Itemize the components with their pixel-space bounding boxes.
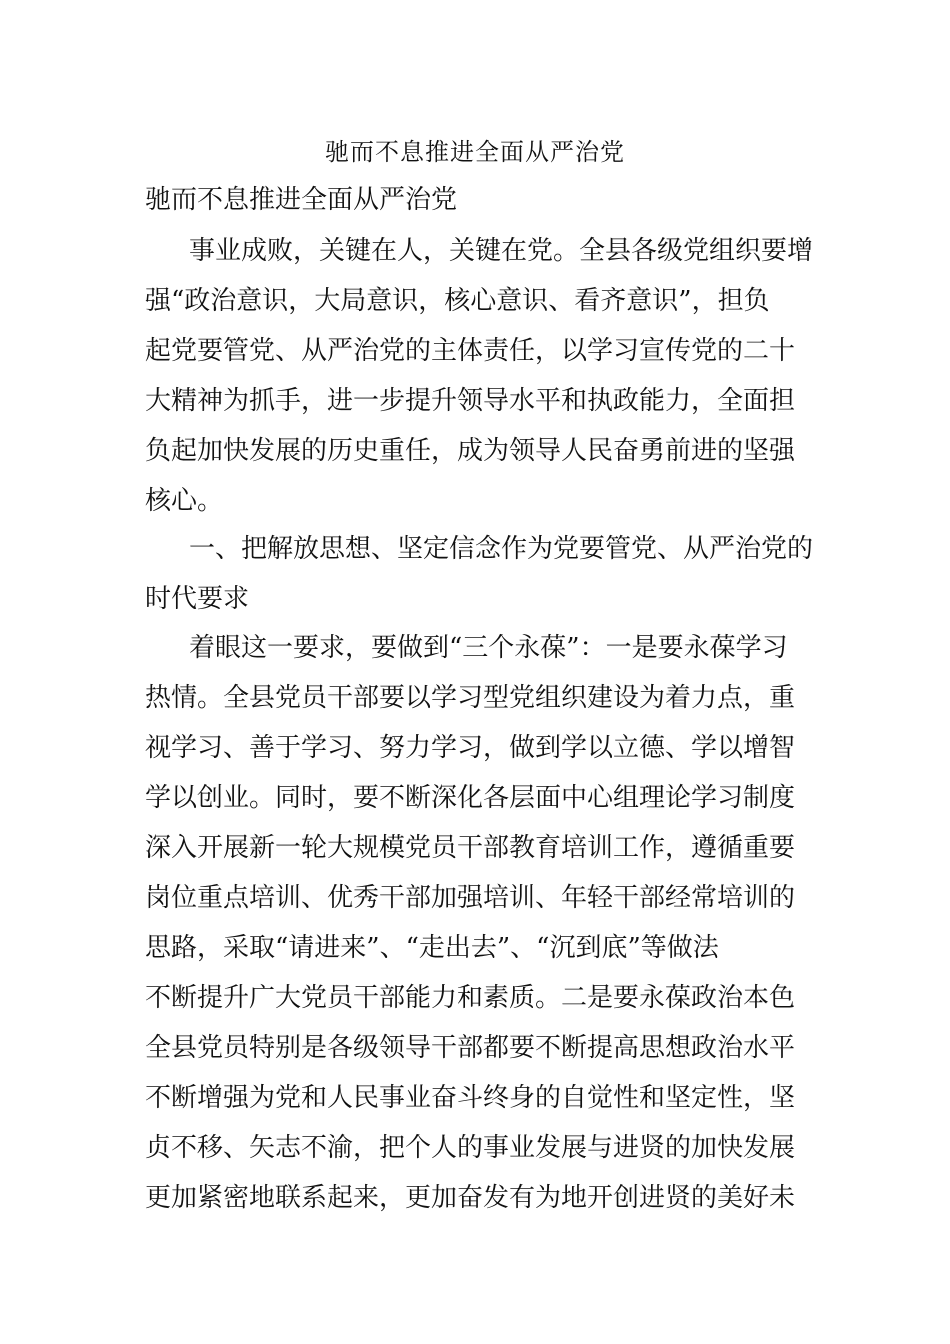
section-heading-1 — [145, 524, 815, 624]
paragraph-line: 负起加快发展的历史重任，成为领导人民奋勇前进的坚强 — [145, 436, 796, 466]
paragraph-line: 核心。 — [145, 486, 224, 516]
paragraph-line: 贞不移、矢志不渝，把个人的事业发展与进贤的加快发展 — [145, 1133, 796, 1163]
paragraph-1 — [145, 226, 815, 526]
paragraph-line: 大精神为抓手，进一步提升领导水平和执政能力，全面担 — [145, 386, 796, 416]
paragraph-line: 岗位重点培训、优秀干部加强培训、年轻干部经常培训的 — [145, 883, 796, 913]
heading-line: 时代要求 — [145, 584, 250, 614]
paragraph-line: 学以创业。同时，要不断深化各层面中心组理论学习制度 — [145, 783, 796, 813]
paragraph-line: 更加紧密地联系起来，更加奋发有为地开创进贤的美好未 — [145, 1183, 796, 1213]
document-subtitle — [145, 175, 815, 225]
paragraph-line: 思路，采取“请进来”、“走出去”、“沉到底”等做法 — [145, 933, 719, 963]
paragraph-line: 起党要管党、从严治党的主体责任，以学习宣传党的二十 — [145, 336, 796, 366]
paragraph-line: 着眼这一要求，要做到“三个永葆”：一是要永葆学习 — [189, 633, 788, 663]
paragraph-2 — [145, 623, 815, 1223]
paragraph-line: 热情。全县党员干部要以学习型党组织建设为着力点，重 — [145, 683, 796, 713]
paragraph-line: 全县党员特别是各级领导干部都要不断提高思想政治水平 — [145, 1033, 796, 1063]
paragraph-line: 不断增强为党和人民事业奋斗终身的自觉性和坚定性，坚 — [145, 1083, 796, 1113]
paragraph-line: 强“政治意识，大局意识，核心意识、看齐意识”，担负 — [145, 286, 770, 316]
document-title: 驰而不息推进全面从严治党 — [325, 138, 625, 166]
subtitle-line: 驰而不息推进全面从严治党 — [145, 185, 458, 215]
heading-line: 一、把解放思想、坚定信念作为党要管党、从严治党的 — [189, 534, 814, 564]
paragraph-line: 视学习、善于学习、努力学习，做到学以立德、学以增智 — [145, 733, 796, 763]
paragraph-line: 事业成败，关键在人，关键在党。全县各级党组织要增 — [189, 236, 814, 266]
paragraph-line: 深入开展新一轮大规模党员干部教育培训工作，遵循重要 — [145, 833, 796, 863]
paragraph-line: 不断提升广大党员干部能力和素质。二是要永葆政治本色 — [145, 983, 796, 1013]
